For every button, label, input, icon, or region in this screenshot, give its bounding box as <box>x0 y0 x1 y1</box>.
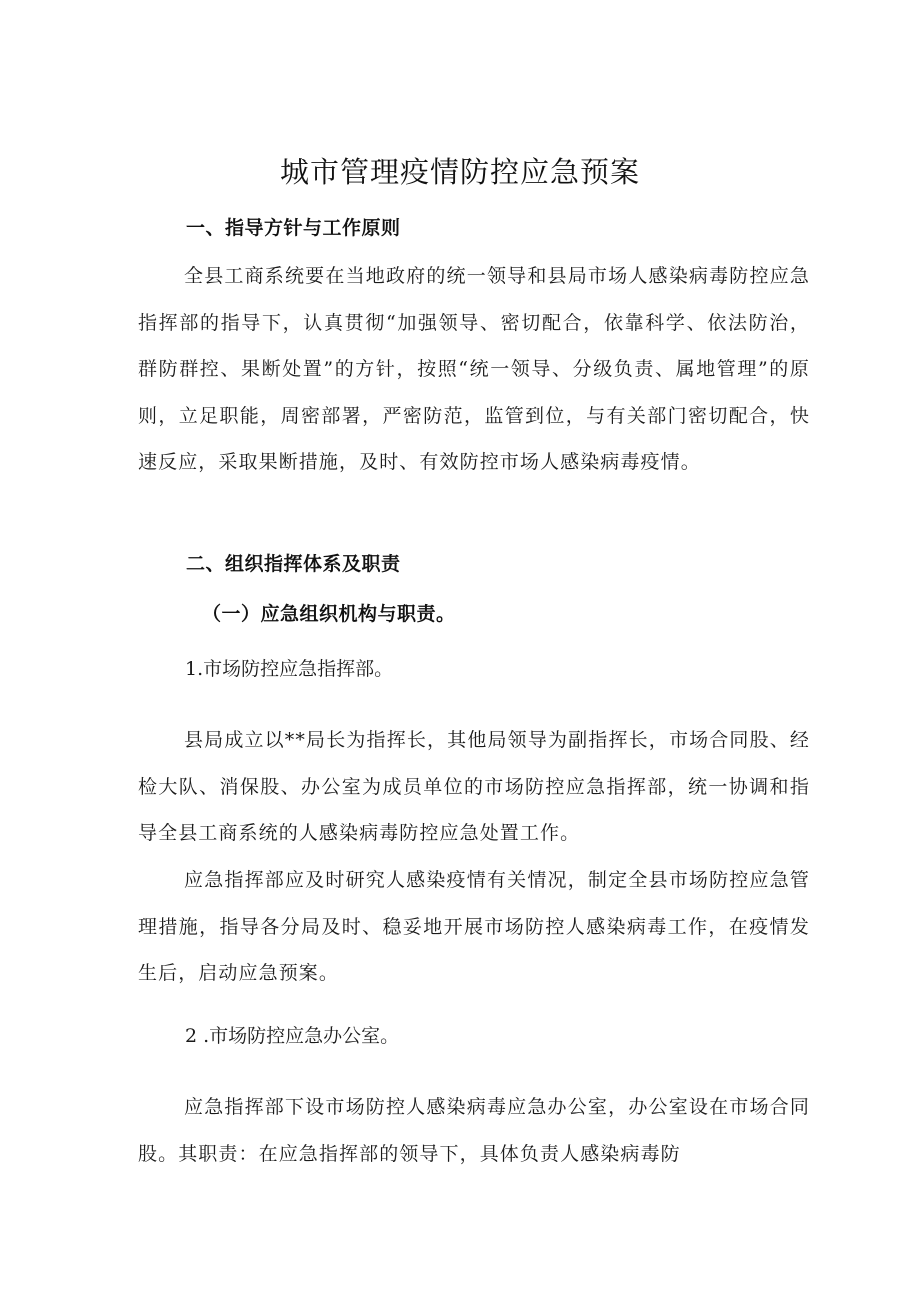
paragraph-guidelines: 全县工商系统要在当地政府的统一领导和县局市场人感染病毒防控应急指挥部的指导下，认真贯彻“加强领导、密切配合，依靠科学、依法防治，群防群控、果断处置”的方针，按照“统一领导、分级负责、属地管理”的原则，立足职能，周密部署，严密防范，监管到位，与有关部门密切配合，快速反应，采取果断措施，及时、有效防控市场人感染病毒疫情。 <box>138 265 810 474</box>
item-label-command-center: 1.市场防控应急指挥部。 <box>185 658 394 680</box>
paragraph-command-center-duties: 应急指挥部应及时研究人感染疫情有关情况，制定全县市场防控应急管理措施，指导各分局及时、稳妥地开展市场防控人感染病毒工作，在疫情发生后，启动应急预案。 <box>138 869 810 985</box>
paragraph-command-center-setup: 县局成立以**局长为指挥长，其他局领导为副指挥长，市场合同股、经检大队、消保股、办公室为成员单位的市场防控应急指挥部，统一协调和指导全县工商系统的人感染病毒防控应急处置工作。 <box>138 729 810 845</box>
paragraph-emergency-office: 应急指挥部下设市场防控人感染病毒应急办公室，办公室设在市场合同股。其职责：在应急指挥部的领导下，具体负责人感染病毒防 <box>138 1096 810 1165</box>
section-heading-guidelines: 一、指导方针与工作原则 <box>186 217 401 239</box>
item-label-emergency-office: 2 .市场防控应急办公室。 <box>185 1025 400 1047</box>
section-heading-organization: 二、组织指挥体系及职责 <box>186 553 401 575</box>
document-title: 城市管理疫情防控应急预案 <box>279 155 640 189</box>
subsection-heading-emergency-organization: （一）应急组织机构与职责。 <box>202 603 456 625</box>
